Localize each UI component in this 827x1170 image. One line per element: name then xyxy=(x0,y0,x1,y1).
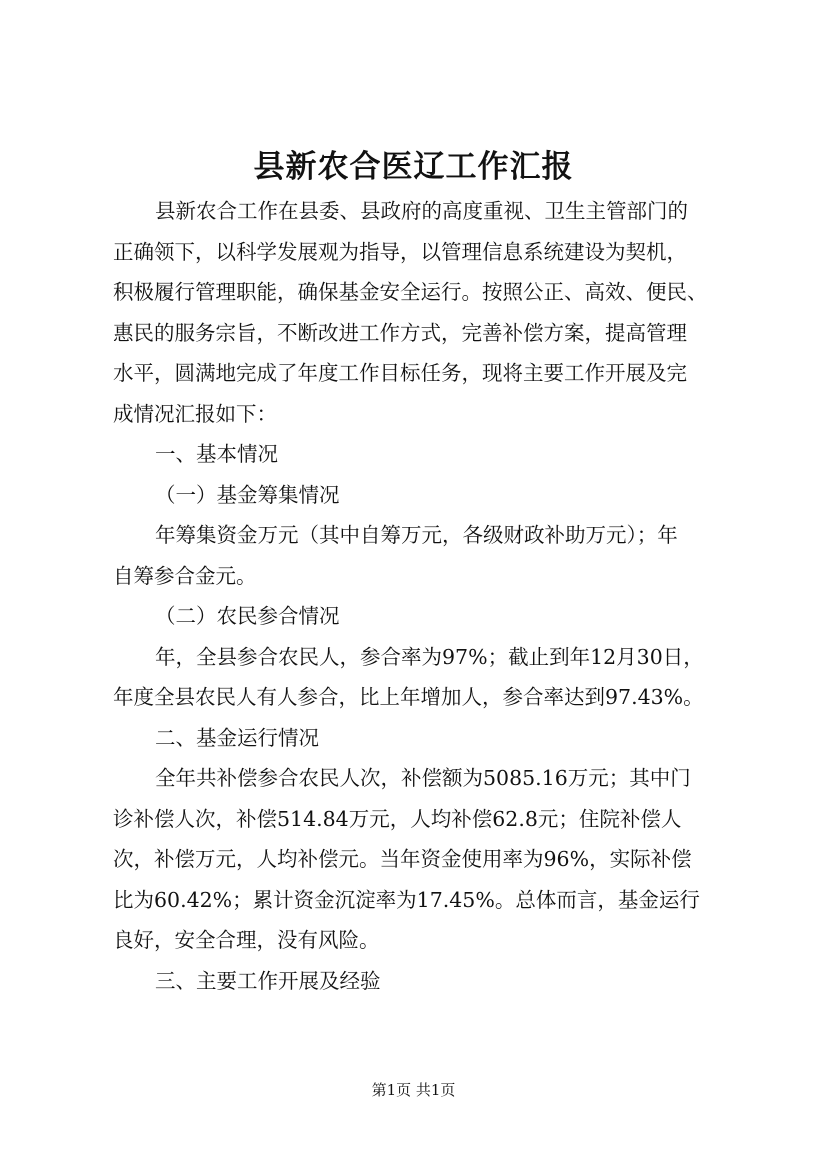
body-line: 年度全县农民人有人参合，比上年增加人，参合率达到97.43%。 xyxy=(113,685,704,709)
section-heading-basic-situation: 一、基本情况 xyxy=(155,442,278,466)
document-body xyxy=(113,191,725,1001)
body-line: 比为60.42%；累计资金沉淀率为17.45%。总体而言，基金运行 xyxy=(113,887,700,912)
body-line: 惠民的服务宗旨，不断改进工作方式，完善补偿方案，提高管理 xyxy=(113,320,687,345)
body-line: 年，全县参合农民人，参合率为97%；截止到年12月30日， xyxy=(155,644,704,669)
document-title: 县新农合医辽工作汇报 xyxy=(253,149,574,185)
section-heading-main-work: 三、主要工作开展及经验 xyxy=(155,968,381,993)
body-line: 积极履行管理职能，确保基金安全运行。按照公正、高效、便民、 xyxy=(113,280,708,304)
body-line: 自筹参合金元。 xyxy=(113,563,257,588)
body-line: 全年共补偿参合农民人次，补偿额为5085.16万元；其中门 xyxy=(155,766,691,790)
body-line: 县新农合工作在县委、县政府的高度重视、卫生主管部门的 xyxy=(155,199,688,223)
body-line: 水平，圆满地完成了年度工作目标任务，现将主要工作开展及完 xyxy=(113,361,687,385)
body-line: 良好，安全合理，没有风险。 xyxy=(113,928,380,952)
body-line: 年筹集资金万元（其中自筹万元，各级财政补助万元）；年 xyxy=(155,523,678,547)
body-line: 正确领下，以科学发展观为指导，以管理信息系统建设为契机， xyxy=(113,239,687,264)
body-line: 诊补偿人次，补偿514.84万元，人均补偿62.8元；住院补偿人 xyxy=(113,806,682,831)
page-footer: 第1页 共1页 xyxy=(371,1081,456,1099)
subsection-heading-farmer-participation: （二）农民参合情况 xyxy=(155,604,340,628)
subsection-heading-fund-raising: （一）基金筹集情况 xyxy=(155,482,340,507)
body-line: 成情况汇报如下： xyxy=(113,401,277,426)
body-line: 次，补偿万元，人均补偿元。当年资金使用率为96%，实际补偿 xyxy=(113,847,692,871)
section-heading-fund-operation: 二、基金运行情况 xyxy=(155,725,319,750)
